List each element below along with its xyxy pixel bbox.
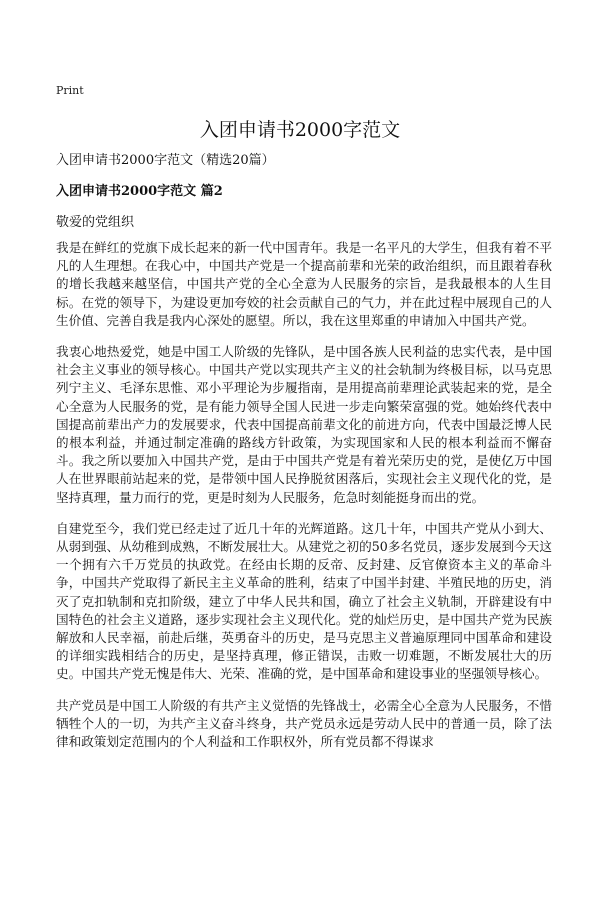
section-heading: 入团申请书2000字范文 篇2 bbox=[56, 184, 223, 199]
paragraph: 共产党员是中国工人阶级的有共产主义觉悟的先锋战士，必需全心全意为人民服务，不惜牺牲个人的一切，为共产主义奋斗终身，共产党员永远是劳动人民中的普通一员，除了法律和政策划定范围内的个人利益和工作职权外，所有党员都不得谋求 bbox=[56, 697, 552, 750]
paragraph: 自建党至今，我们党已经走过了近几十年的光辉道路。这几十年，中国共产党从小到大、从弱到强、从幼稚到成熟，不断发展壮大。从建党之初的50多名党员，逐步发展到今天这一个拥有六千万党员的执政党。在经由长期的反帝、反封建、反官僚资本主义的革命斗争，中国共产党取得了新民主主义革命的胜利，结束了中国半封建、半殖民地的历史，消灭了克扣轨制和克扣阶级，建立了中华人民共和国，确立了社会主义轨制，开辟建设有中国特色的社会主义道路，逐步实现社会主义现代化。党的灿烂历史，是中国共产党为民族解放和人民幸福，前赴后继，英勇奋斗的历史，是马克思主义普遍原理同中国革命和建设的详细实践相结合的历史，是坚持真理，修正错误，击败一切难题，不断发展壮大的历史。中国共产党无愧是伟大、光荣、准确的党，是中国革命和建设事业的坚强领导核心。 bbox=[56, 520, 552, 682]
document-title: 入团申请书2000字范文 bbox=[199, 119, 401, 141]
salutation: 敬爱的党组织 bbox=[56, 215, 135, 230]
paragraph: 我是在鲜红的党旗下成长起来的新一代中国青年。我是一名平凡的大学生，但我有着不平凡的人生理想。在我心中，中国共产党是一个提高前辈和光荣的政治组织，而且跟着春秋的增长我越来越坚信，中国共产党的全心全意为人民服务的宗旨，是我最根本的人生目标。在党的领导下，为建设更加夸姣的社会贡献自己的气力，并在此过程中展现自己的人生价值、完善自我是我内心深处的愿望。所以，我在这里郑重的申请加入中国共产党。 bbox=[56, 240, 552, 328]
paragraph: 我衷心地热爱党，她是中国工人阶级的先锋队，是中国各族人民利益的忠实代表，是中国社会主义事业的领导核心。中国共产党以实现共产主义的社会轨制为终极目标，以马克思列宁主义、毛泽东思惟、邓小平理论为步履指南，是用提高前辈理论武装起来的党，是全心全意为人民服务的党，是有能力领导全国人民进一步走向繁荣富强的党。她始终代表中国提高前辈出产力的发展要求，代表中国提高前辈文化的前进方向，代表中国最泛博人民的根本利益，并通过制定准确的路线方针政策，为实现国家和人民的根本利益而不懈奋斗。我之所以要加入中国共产党，是由于中国共产党是有着光荣历史的党，是使亿万中国人在世界眼前站起来的党，是带领中国人民挣脱贫困落后，实现社会主义现代化的党，是坚持真理，量力而行的党，更是时刻为人民服务，危急时刻能挺身而出的党。 bbox=[56, 344, 552, 505]
print-label: Print bbox=[56, 84, 84, 97]
document-subtitle: 入团申请书2000字范文（精选20篇） bbox=[56, 153, 275, 168]
document-body bbox=[56, 152, 552, 764]
